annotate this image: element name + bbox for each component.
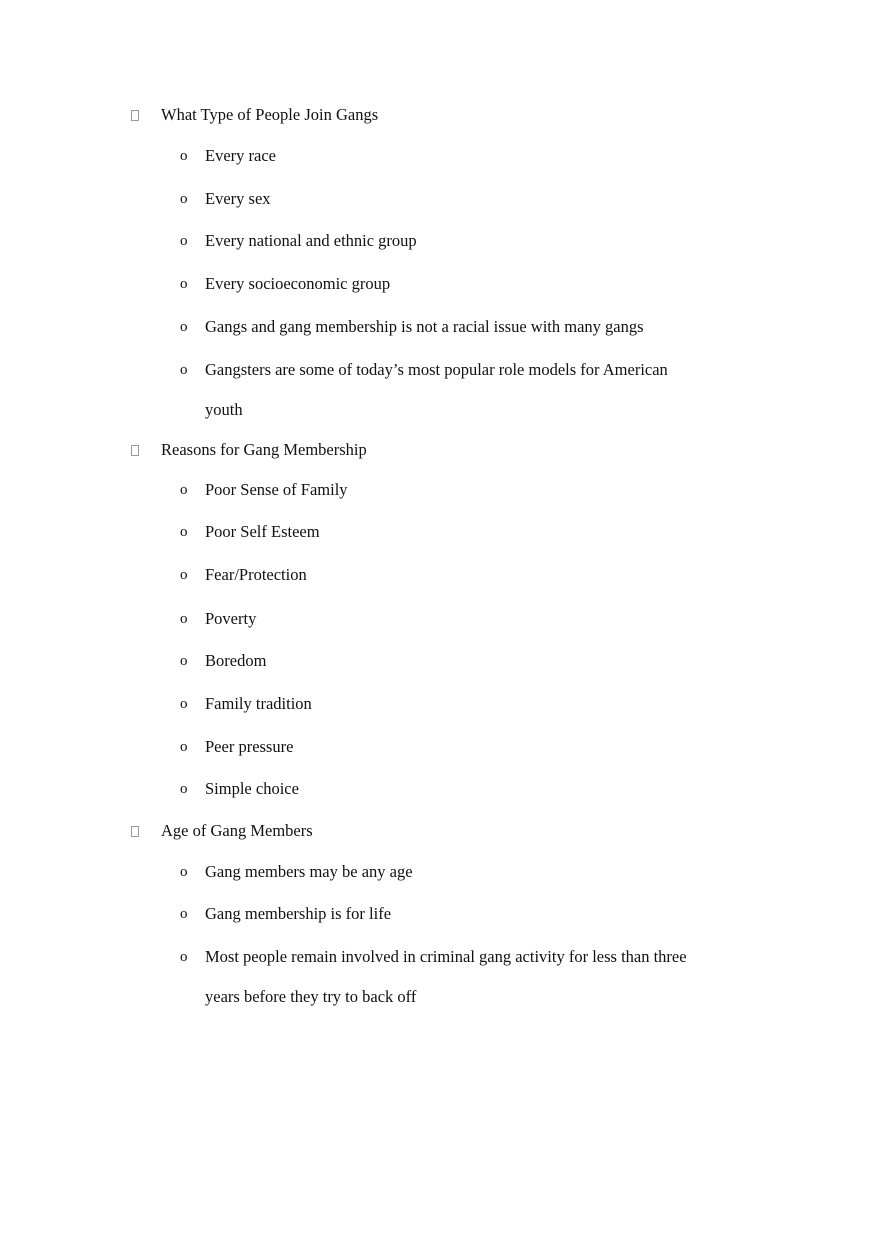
circle-bullet-icon: o — [180, 696, 188, 712]
circle-bullet-icon: o — [180, 191, 188, 207]
list-item — [180, 861, 413, 883]
list-item — [180, 778, 299, 800]
list-item — [180, 608, 256, 630]
list-item-text: Gang members may be any age — [205, 862, 413, 881]
list-item-text: Poverty — [205, 609, 257, 628]
list-item-text: Gangs and gang membership is not a racial issue with many gangs — [205, 317, 644, 336]
list-item-text: Peer pressure — [205, 737, 294, 756]
list-item — [180, 359, 700, 430]
circle-bullet-icon: o — [180, 482, 188, 498]
list-item-text: Most people remain involved in criminal gang activity for less than three years before they try to back off — [205, 947, 687, 1006]
list-item — [180, 736, 293, 758]
list-item-text: Gang membership is for life — [205, 904, 392, 923]
list-item-text: Fear/Protection — [205, 565, 307, 584]
list-item — [180, 145, 276, 167]
list-item-text: Boredom — [205, 651, 267, 670]
list-item-text: Family tradition — [205, 694, 312, 713]
section-title: Reasons for Gang Membership — [161, 440, 367, 459]
section-heading-age — [131, 820, 313, 842]
list-item-text: Every national and ethnic group — [205, 231, 417, 250]
circle-bullet-icon: o — [180, 233, 188, 249]
list-item — [180, 903, 391, 925]
list-item — [180, 564, 307, 586]
list-item — [180, 188, 271, 210]
circle-bullet-icon: o — [180, 148, 188, 164]
circle-bullet-icon: o — [180, 611, 188, 627]
list-item — [180, 316, 644, 338]
list-item-text: Every race — [205, 146, 276, 165]
circle-bullet-icon: o — [180, 362, 188, 378]
list-item — [180, 946, 720, 1017]
section-heading-people — [131, 104, 378, 126]
list-item — [180, 650, 266, 672]
circle-bullet-icon: o — [180, 653, 188, 669]
circle-bullet-icon: o — [180, 781, 188, 797]
circle-bullet-icon: o — [180, 739, 188, 755]
list-item — [180, 693, 312, 715]
section-title: What Type of People Join Gangs — [161, 105, 379, 124]
section-heading-reasons — [131, 439, 367, 461]
circle-bullet-icon: o — [180, 524, 188, 540]
list-item-text: Every socioeconomic group — [205, 274, 391, 293]
list-item-text: Poor Self Esteem — [205, 522, 320, 541]
list-item — [180, 230, 417, 252]
circle-bullet-icon: o — [180, 567, 188, 583]
circle-bullet-icon: o — [180, 319, 188, 335]
square-bullet-icon — [131, 826, 139, 837]
list-item-text: Poor Sense of Family — [205, 480, 348, 499]
list-item — [180, 479, 348, 501]
circle-bullet-icon: o — [180, 949, 188, 965]
list-item-text: Gangsters are some of today’s most popular role models for American youth — [205, 360, 668, 419]
list-item — [180, 521, 320, 543]
circle-bullet-icon: o — [180, 276, 188, 292]
section-title: Age of Gang Members — [161, 821, 313, 840]
square-bullet-icon — [131, 445, 139, 456]
list-item-text: Simple choice — [205, 779, 299, 798]
square-bullet-icon — [131, 110, 139, 121]
list-item-text: Every sex — [205, 189, 271, 208]
list-item — [180, 273, 390, 295]
circle-bullet-icon: o — [180, 864, 188, 880]
circle-bullet-icon: o — [180, 906, 188, 922]
